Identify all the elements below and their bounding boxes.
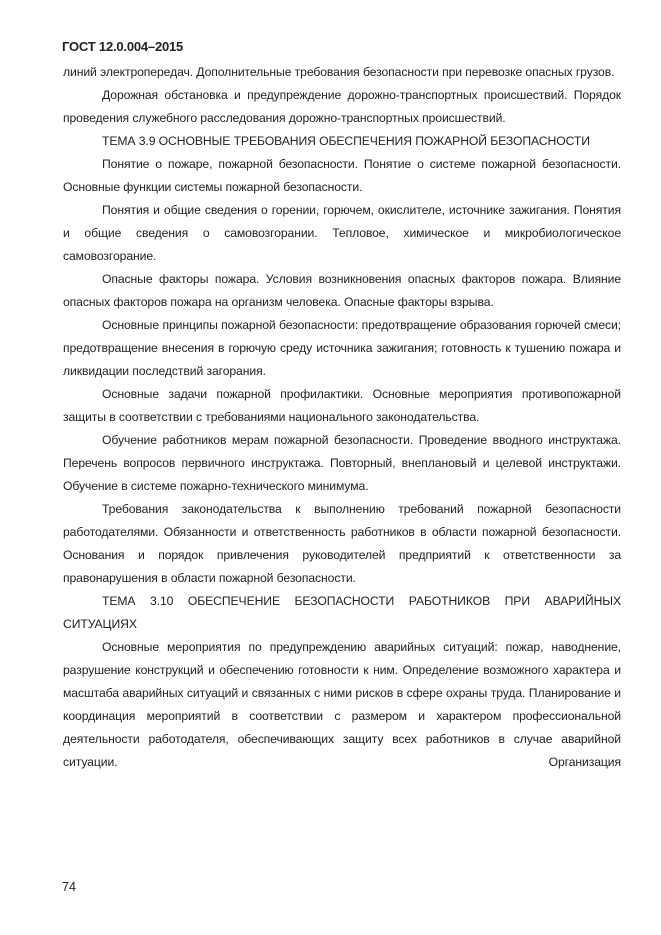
paragraph-1: линий электропередач. Дополнительные требования безопасности при перевозке опасных грузов. — [63, 65, 615, 79]
paragraph-7: Основные задачи пожарной профилактики. Основные мероприятия противопожарной защиты в соответствии с требованиями национального законодательства. — [63, 387, 621, 424]
section-heading-3-10: ТЕМА 3.10 ОБЕСПЕЧЕНИЕ БЕЗОПАСНОСТИ РАБОТНИКОВ ПРИ АВАРИЙНЫХ СИТУАЦИЯХ — [63, 594, 621, 631]
paragraph-4: Понятия и общие сведения о горении, горючем, окислителе, источнике зажигания. Понятия и общие сведения о самовозгорании. Тепловое, химическое и микробиологическое самовозгорание. — [63, 203, 621, 263]
paragraph-10: Основные мероприятия по предупреждению аварийных ситуаций: пожар, наводнение, разрушение конструкций и обеспечению готовности к ним. Определение возможного характера и масштаба аварийных ситуаций и связанных с ними рисков в сфере охраны труда. Планирование и координация мероприятий в соответствии с размером и характером профессиональной деятельности работодателя, обеспечивающих защиту всех работников в случае аварийной ситуации. Организация — [63, 640, 621, 769]
page-number: 74 — [62, 880, 76, 894]
paragraph-9: Требования законодательства к выполнению требований пожарной безопасности работодателями. Обязанности и ответственность работников в области пожарной безопасности. Основания и порядок привлечения руководителей предприятий к ответственности за правонарушения в области пожарной безопасности. — [63, 502, 621, 585]
paragraph-8: Обучение работников мерам пожарной безопасности. Проведение вводного инструктажа. Перечень вопросов первичного инструктажа. Повторный, внеплановый и целевой инструктажи. Обучение в системе пожарно-технического минимума. — [63, 433, 621, 493]
paragraph-6: Основные принципы пожарной безопасности: предотвращение образования горючей смеси; предотвращение внесения в горючую среду источника зажигания; готовность к тушению пожара и ликвидации последствий загорания. — [63, 318, 621, 378]
section-heading-3-9: ТЕМА 3.9 ОСНОВНЫЕ ТРЕБОВАНИЯ ОБЕСПЕЧЕНИЯ ПОЖАРНОЙ БЕЗОПАСНОСТИ — [102, 134, 590, 148]
body-text — [63, 61, 621, 774]
paragraph-3: Понятие о пожаре, пожарной безопасности. Понятие о системе пожарной безопасности. Основные функции системы пожарной безопасности. — [63, 157, 621, 194]
document-header: ГОСТ 12.0.004–2015 — [62, 39, 184, 54]
paragraph-2: Дорожная обстановка и предупреждение дорожно-транспортных происшествий. Порядок проведения служебного расследования дорожно-транспортных происшествий. — [63, 88, 621, 125]
paragraph-5: Опасные факторы пожара. Условия возникновения опасных факторов пожара. Влияние опасных факторов пожара на организм человека. Опасные факторы взрыва. — [63, 272, 621, 309]
